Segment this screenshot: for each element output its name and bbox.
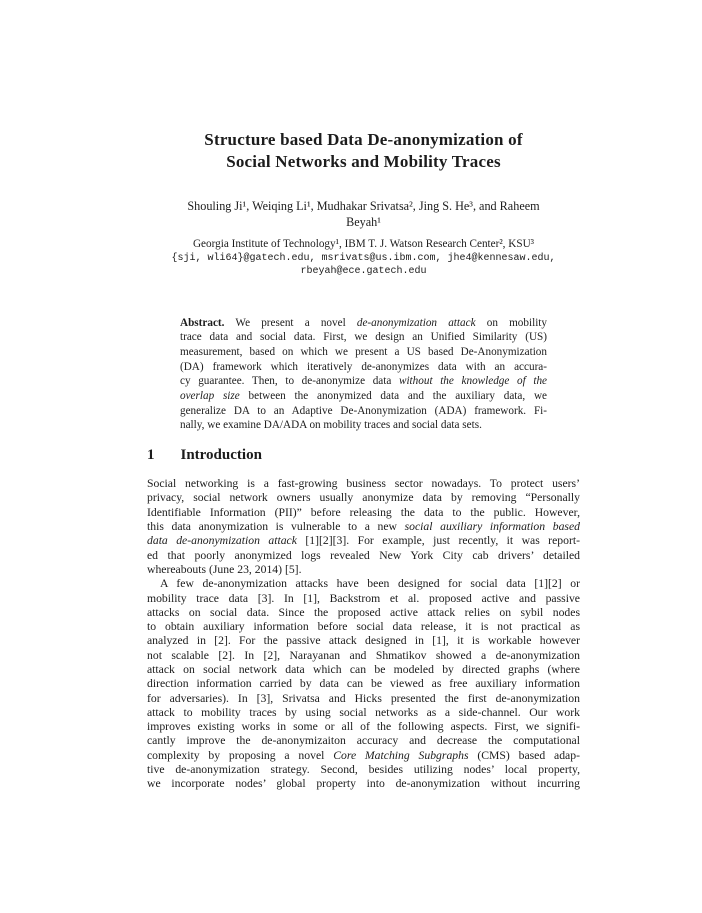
text-line: cantly improve the de-anonymizaiton accuracy and decrease the computational — [147, 734, 580, 748]
text-line: nally, we examine DA/ADA on mobility traces and social data sets. — [180, 419, 482, 432]
text-line: not scalable [2]. In [2], Narayanan and Shmatikov showed a de-anonymization — [147, 648, 580, 662]
affiliation-line — [147, 238, 580, 252]
text-line: attack on social network data which can be modeled by directed graphs (where — [147, 662, 580, 676]
text-line: whereabouts (June 23, 2014) [5]. — [147, 562, 302, 576]
text-line: generalize DA to an Adaptive De-Anonymization (ADA) framework. Fi- — [180, 404, 547, 417]
text-line: for adversaries). In [3], Srivatsa and Hicks presented the first de-anonymization — [147, 691, 580, 705]
text-line: we incorporate nodes’ global property into de-anonymization without incurring — [147, 777, 580, 791]
paragraph — [180, 316, 547, 434]
text-line: cy guarantee. Then, to de-anonymize data without the knowledge of the — [180, 375, 548, 388]
text-line: {sji, wli64}@gatech.edu, msrivats@us.ibm.com, jhe4@kennesaw.edu, — [171, 252, 556, 264]
text-block — [147, 0, 580, 792]
paper-title — [147, 129, 580, 172]
text-line: privacy, social network owners usually anonymize data by removing “Personally — [147, 491, 580, 505]
section-number: 1 — [147, 447, 155, 464]
author-emails — [147, 252, 580, 279]
text-line: overlap size between the anonymized data and the auxiliary data, we — [180, 390, 547, 403]
text-line: Identifiable Information (PII)” before releasing the data to the public. However, — [147, 505, 580, 519]
text-line: Georgia Institute of Technology¹, IBM T. J. Watson Research Center², KSU³ — [192, 238, 535, 250]
text-line: direction information carried by data can be viewed as free auxiliary information — [147, 677, 580, 691]
introduction-body — [147, 477, 580, 792]
text-line: tive de-anonymization strategy. Second, besides utilizing nodes’ local property, — [147, 763, 580, 777]
text-line: complexity by proposing a novel Core Matching Subgraphs (CMS) based adap- — [147, 748, 580, 762]
text-line: attacks on social data. Since the proposed active attack relies on sybil nodes — [147, 605, 580, 619]
text-line: to obtain auxiliary information before social data release, it is not practical as — [147, 620, 580, 634]
text-line: improves existing works in some or all of the following aspects. First, we signifi- — [147, 720, 580, 734]
author-list — [147, 199, 580, 230]
text-line: attack to mobility traces by using social networks as a side-channel. Our work — [147, 705, 580, 719]
section-heading — [147, 446, 580, 464]
text-line: trace data and social data. First, we design an Unified Similarity (US) — [180, 331, 547, 344]
text-line: Social networking is a fast-growing business sector nowadays. To protect users’ — [147, 477, 580, 491]
text-line: this data anonymization is vulnerable to a new social auxiliary information based — [147, 520, 580, 534]
text-line: measurement, based on which we present a US based De-Anonymization — [180, 345, 547, 358]
text-line: rbeyah@ece.gatech.edu — [300, 266, 427, 277]
paragraph — [147, 577, 580, 791]
text-line: ed that poorly anonymized logs revealed New York City cab drivers’ detailed — [147, 548, 580, 562]
text-line: Shouling Ji¹, Weiqing Li¹, Mudhakar Srivatsa², Jing S. He³, and Raheem — [187, 199, 540, 213]
paragraph — [147, 477, 580, 577]
text-line: A few de-anonymization attacks have been designed for social data [1][2] or — [160, 577, 580, 591]
text-line: (DA) framework which iteratively de-anonymizes data with an accura- — [180, 360, 547, 373]
text-line: analyzed in [2]. For the passive attack designed in [1], it is workable however — [147, 634, 580, 648]
text-line: Social Networks and Mobility Traces — [226, 151, 501, 171]
text-line: Structure based Data De-anonymization of — [204, 130, 523, 149]
text-line: Beyah¹ — [346, 214, 381, 229]
section-title: Introduction — [180, 447, 262, 464]
text-line: Abstract. We present a novel de-anonymization attack on mobility — [180, 316, 547, 329]
abstract-section — [180, 316, 547, 434]
text-line: data de-anonymization attack [1][2][3]. For example, just recently, it was report- — [147, 534, 580, 548]
text-line: mobility trace data [3]. In [1], Backstrom et al. proposed active and passive — [147, 591, 580, 605]
